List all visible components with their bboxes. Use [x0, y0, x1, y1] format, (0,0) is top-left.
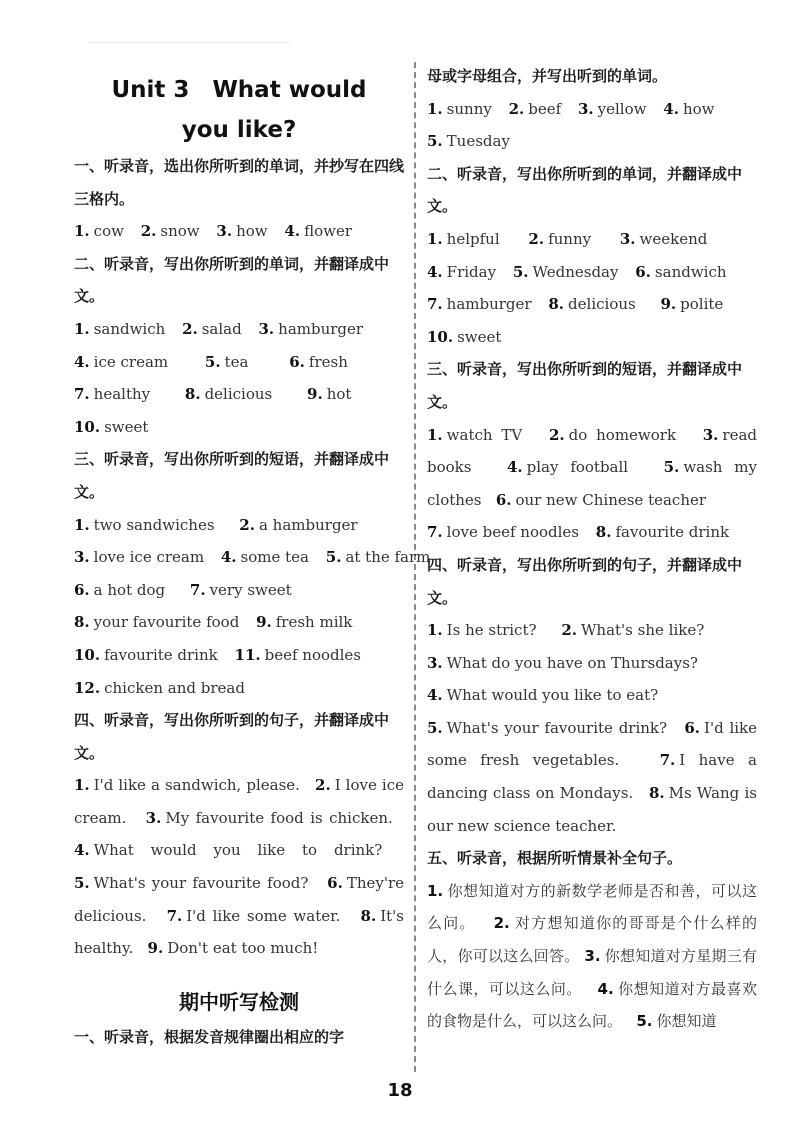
phrase: fresh milk	[275, 613, 353, 632]
left-column	[74, 60, 431, 1053]
section-3-heading: 三、听录音，写出你所听到的短语，并翻译成中文。	[74, 450, 390, 501]
phrase-list-line: 10. favourite drink 11. beef noodles	[74, 645, 361, 664]
phrase: favourite drink	[104, 645, 218, 664]
phrase: favourite drink	[615, 523, 730, 542]
word: hot	[326, 385, 352, 404]
phrase: beef noodles	[264, 645, 361, 664]
right-column	[427, 60, 757, 1038]
phrase: a hot dog	[93, 580, 166, 599]
phrase: do homework	[568, 425, 677, 444]
word-list-line: 10. sweet	[427, 327, 502, 346]
exam-section-4-heading: 四、听录音，写出你所听到的句子，并翻译成中文。	[427, 555, 743, 607]
sentence: I'd like some water.	[186, 906, 341, 925]
section-1-heading: 一、听录音，选出你所听到的单词，并抄写在四线三格内。	[74, 157, 405, 208]
sentence: What do you have on Thursdays?	[446, 653, 698, 672]
scenario: 对方想知道你的哥哥是个什么样的人，你可以这么回答。	[427, 914, 757, 966]
sentence: I'd like a sandwich, please.	[93, 776, 300, 795]
sentence: What's your favourite drink?	[446, 718, 668, 737]
word: snow	[160, 222, 200, 241]
word: Wednesday	[532, 262, 619, 281]
word-list-line: 5. Tuesday	[427, 132, 510, 151]
phrase-list-line: 6. a hot dog 7. very sweet	[74, 580, 292, 599]
midterm-test-title: 期中听写检测	[179, 989, 299, 1014]
phrase: love ice cream	[93, 548, 205, 567]
unit-title-line1: Unit 3 What would	[111, 77, 367, 103]
exam-section-1-heading: 一、听录音，根据发音规律圈出相应的字	[74, 1027, 345, 1046]
word: delicious	[204, 385, 273, 404]
phrase-list-line: 1. two sandwiches 2. a hamburger	[74, 515, 358, 534]
sentence-line: 1. Is he strict? 2. What's she like?	[427, 621, 705, 640]
word: salad	[201, 319, 242, 338]
word-list-line: 4. ice cream 5. tea 6. fresh	[74, 352, 348, 371]
phrase: watch TV	[446, 425, 523, 444]
word: Tuesday	[446, 132, 510, 151]
column-divider	[414, 62, 416, 1072]
word: flower	[304, 222, 353, 241]
word: sunny	[446, 99, 492, 118]
word: ice cream	[93, 352, 169, 371]
sentence: I love ice cream.	[74, 776, 404, 827]
phrase: some tea	[240, 548, 309, 567]
word: delicious	[568, 295, 636, 314]
phrase-block: 1. watch TV 2. do homework 3. read books 4. play football 5. wash my clothes 6. our new Chinese teacher	[427, 425, 758, 509]
sentence: What's she like?	[581, 621, 705, 640]
phrase: two sandwiches	[93, 515, 215, 534]
word: polite	[680, 295, 724, 314]
phrase: play football	[526, 458, 629, 477]
word: cow	[93, 222, 124, 241]
exam-section-5-heading: 五、听录音，根据所听情景补全句子。	[427, 849, 683, 868]
word: weekend	[639, 229, 708, 248]
phrase: read books	[427, 425, 758, 477]
phrase: chicken and bread	[104, 678, 245, 697]
word-list-line: 1. sandwich 2. salad 3. hamburger	[74, 319, 364, 338]
top-rule	[90, 42, 290, 43]
phrase: your favourite food	[93, 613, 240, 632]
sentence: What would you like to drink?	[93, 841, 383, 860]
page-number: 18	[387, 1080, 413, 1101]
word: how	[236, 222, 268, 241]
phrase: wash my clothes	[427, 458, 757, 509]
sentence: It's healthy.	[74, 906, 404, 958]
scenario: 你想知道	[656, 1012, 717, 1031]
unit-title-line2: you like?	[181, 117, 297, 143]
sentence: I have a dancing class on Mondays.	[427, 751, 757, 803]
word-list-line: 7. healthy 8. delicious 9. hot	[74, 385, 352, 404]
sentence: What would you like to eat?	[446, 686, 659, 705]
sentence: My favourite food is chicken.	[165, 808, 393, 827]
phrase-list-line: 3. love ice cream 4. some tea 5. at the farm	[74, 548, 431, 567]
word-list-line: 1. sunny 2. beef 3. yellow 4. how	[427, 99, 715, 118]
word: Friday	[446, 262, 497, 281]
exam-section-2-heading: 二、听录音，写出你所听到的单词，并翻译成中文。	[427, 164, 743, 216]
word: hamburger	[278, 319, 364, 338]
sentence: They're delicious.	[74, 874, 404, 925]
sentence: Ms Wang is our new science teacher.	[427, 784, 757, 835]
word: tea	[224, 352, 249, 371]
word-list-line: 10. sweet	[74, 417, 149, 436]
word: how	[682, 99, 715, 118]
scenario: 你想知道对方星期三有什么课，可以这么问。	[427, 947, 757, 998]
phrase: at the farm	[345, 548, 431, 567]
word: sweet	[104, 417, 149, 436]
sentence: Is he strict?	[446, 621, 537, 640]
scenario: 你想知道对方的新数学老师是否和善，可以这么问。	[427, 881, 757, 933]
sentence: I'd like some fresh vegetables.	[427, 718, 758, 770]
phrase: very sweet	[209, 580, 292, 599]
word-list-line: 7. hamburger 8. delicious 9. polite	[427, 295, 724, 314]
phrase-list-line: 8. your favourite food 9. fresh milk	[74, 613, 353, 632]
word: beef	[528, 99, 562, 118]
phrase-list-line: 7. love beef noodles 8. favourite drink	[427, 523, 730, 542]
exam-section-1-heading-cont: 母或字母组合，并写出听到的单词。	[427, 67, 668, 85]
word: yellow	[597, 99, 647, 118]
phrase: love beef noodles	[446, 523, 579, 542]
word-list-line: 4. Friday 5. Wednesday 6. sandwich	[427, 262, 727, 281]
word: fresh	[308, 352, 348, 371]
word: sweet	[457, 327, 502, 346]
sentence-block: 1. I'd like a sandwich, please. 2. I love ice cream. 3. My favourite food is chicken. 4. What would you like to drink? 5. What's your favourite food? 6. They're delicious. 7. I'd like some water. 8. It's healthy. 9. Don't eat too much!	[74, 776, 404, 958]
sentence-line: 4. What would you like to eat?	[427, 686, 659, 705]
section-4-heading: 四、听录音，写出你所听到的句子，并翻译成中文。	[74, 711, 390, 762]
phrase-list-line: 12. chicken and bread	[74, 678, 245, 697]
sentence: Don't eat too much!	[167, 939, 319, 958]
word: helpful	[446, 229, 500, 248]
section-2-heading: 二、听录音，写出你所听到的单词，并翻译成中文。	[74, 254, 390, 306]
phrase: a hamburger	[258, 515, 358, 534]
word: hamburger	[446, 295, 532, 314]
sentence-line: 3. What do you have on Thursdays?	[427, 653, 698, 672]
word: funny	[548, 229, 592, 248]
exam-section-3-heading: 三、听录音，写出你所听到的短语，并翻译成中文。	[427, 360, 743, 411]
phrase: our new Chinese teacher	[515, 490, 707, 509]
word: sandwich	[93, 319, 166, 338]
scenario: 你想知道对方最喜欢的食物是什么，可以这么问。	[427, 979, 757, 1031]
word: sandwich	[654, 262, 727, 281]
sentence-block: 5. What's your favourite drink? 6. I'd like some fresh vegetables. 7. I have a dancing class on Mondays. 8. Ms Wang is our new science teacher.	[427, 718, 758, 835]
sentence: What's your favourite food?	[93, 874, 309, 893]
word-list-line: 1. helpful 2. funny 3. weekend	[427, 229, 708, 248]
word-list-line: 1. cow 2. snow 3. how 4. flower	[74, 222, 353, 241]
scenario-block: 1. 你想知道对方的新数学老师是否和善，可以这么问。 2. 对方想知道你的哥哥是个什么样的人，你可以这么回答。 3. 你想知道对方星期三有什么课，可以这么问。 4. 你想知道对方最喜欢的食物是什么，可以这么问。 5. 你想知道	[427, 881, 757, 1031]
word: healthy	[93, 385, 151, 404]
